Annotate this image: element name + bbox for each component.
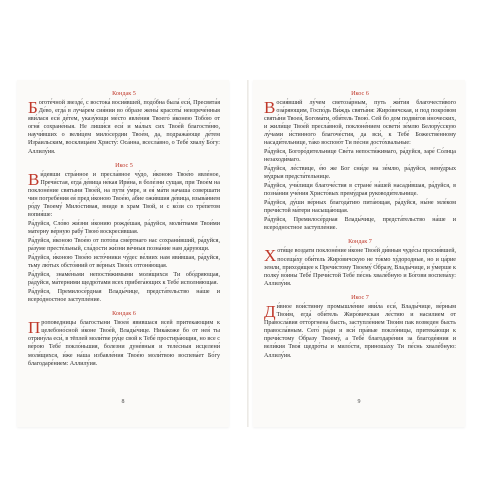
ikos-6-heading: Икос 6 [351, 90, 369, 97]
drop-cap: П [28, 318, 41, 338]
right-page-content [264, 90, 456, 360]
ikos-7-heading: Икос 7 [351, 293, 369, 301]
ikos-6-chaire-2: Ра́дуйся, ле́ствице, е́ю же Бог сни́де на зе́млю, ра́дуйся, нему́дрых му́дрыя предста́тельнице. [264, 166, 456, 181]
kondak-6-heading: Кондак 6 [112, 310, 136, 318]
kondak-6-body: роповедницы благостыни Твоея́ явившася всей притекающим к целебоно́сной и́коне Твое́й, Влады́чице. Ника́коже бо от нея́ ты отрину́ла еси́, в тёплей моли́тве ру́це свой к Тебе́ простира́ющия, но все с ве́рою Тебе́ покло́ньшия, болезни дуне́вныя и теле́сныя исцелени́ моля́щихся, и́же на́ша избавле́ния Твое́ю моли́твою воспева́ет Бо́гу благодаре́нием: Аллилу́ия. [28, 320, 220, 367]
kondak-7-text [264, 247, 456, 287]
ikos-7-body: и́вное вои́стинну промышле́ние яви́ла еси́, Влады́чице, ве́рным Твои́м, егда́ оби́тель Жиро́вичская ле́стию и насилием от Правосла́вия отто́ргнена бысть, заступле́нием Твои́м пак возведен бысть правосла́вным. Сего́ ра́ди и вси́ пра́вые покло́ницы, притека́ющи к пречи́стому О́бразу Твоему́, а Тебе́ благодаре́ния за благоде́яния и вели́кия Твоя́ щедро́ты и мило́сти, приноша́ху Ти пе́снь хвале́бную: Аллилу́ия. [264, 303, 456, 359]
left-page [17, 80, 229, 427]
ikos-6-chaire-3: Ра́дуйся, учи́лищи благоче́стия в стране́ на́шей насади́вшая, ра́дуйся, в позна́нии уче́ния Христо́вых прему́драя руководи́тельнице. [264, 183, 456, 198]
page-number: 8 [121, 399, 125, 405]
kondak-6-text [28, 319, 220, 368]
ikos-5-text [28, 171, 220, 220]
book-spine [247, 80, 249, 427]
ikos-7-text [264, 303, 456, 360]
ikos-5-body: и́девши стра́нное и пресла́вное чу́до, и́коною Твое́ю явле́ное, Пречи́стая, егда́ де́вица не́кая Ири́на, в боле́зни сущая, при Твое́м на поклоне́ние святыни Твое́й, на пути́ у́мре, и ея́ ма́ти начаша́ совершати чин погребе́ния ея́ пред и́коною Твое́ю, а́бие ожи́вшия де́вица, взыва́нием ро́ду Твоему́ Мило́стивая, вниде в храм Твой, и с ко́зи со тре́петом вопия́ше: [28, 171, 220, 219]
kondak-5-body: оготе́чной звезде́, с востока́ восия́вшей, подо́бна была́ еси́, Пресвята́я Де́во, егда́ в луча́рем сия́нии во о́бразе жены́ красоты́ неизрече́нныя яви́лася еси́ де́тем, указу́ющи ме́сто явле́ния Твоего́ и́конею Тобо́ю от огня́ сохране́ныя. Не лиши́ся еси́ и ма́лых сих Твое́й благости́ню, научи́вших о вели́цем мило́сердии Твое́м, да, подража́юще де́тем Изра́ильским, восклица́ем Христу́: Оса́нна, всесла́вно, о Тебе́ хвалу́ Бо́гу: Аллилу́ия. [28, 100, 220, 155]
kondak-5-text [28, 99, 220, 156]
ikos-5-chaire-2: Ра́дуйся, и́коною Твое́ю от пото́па сме́ртнаго нас сохрани́вший, ра́дуйся, ра́зуме престе́льный, сла́дости жи́зни ве́чныя позна́ние нам да́рующи. [28, 238, 220, 253]
ikos-6-chaire-5: Ра́дуйся, Премилосе́рдная Влады́чице, предста́тельство на́ше и всеро́дностное заступле́ние. [264, 217, 456, 232]
page-number: 9 [357, 399, 361, 405]
ikos-6-chaire-1: Ра́дуйся, Богоро́дительнице Све́та непости́жимаго, ра́дуйся, заре́ Со́лнца незаходи́маго. [264, 149, 456, 164]
ikos-6-body: осия́вший лу́чем светоза́рным, путь жи́тия благочести́вого оза́ряющим, Госпо́дь Ви́ждь святы́ня: Жиро́вичская, и под покро́вом святы́ни Твоея́, Богома́ти, оби́тель Твою́. Сей бо дом подви́гов и́ноческих, и жили́ще Твое́й пресла́вной, поклоне́нием освети́ зе́млю Белору́сскую лу́чами и́стинного благоче́стия, да вси́, к Тебе́ Божестве́нному насади́тельнице, та́ко воспою́т Ти пе́сни досто́хвальные: [264, 100, 456, 147]
drop-cap: Д [264, 301, 276, 321]
drop-cap: В [264, 98, 276, 117]
ikos-5-chaire-1: Ра́дуйся, Сло́во жи́зни и́конию рожде́шая, ра́дуйся, моли́твами Твои́ми ма́терну ве́рную рабу́ Твою́ воскреси́вшая. [28, 221, 220, 236]
kondak-5-heading: Кондак 5 [112, 90, 136, 97]
drop-cap: Б [28, 98, 38, 117]
ikos-5-chaire-4: Ра́дуйся, знаме́ньми непости́жимыми моля́щихся Ти обо́дряющая, ра́дуйся, ма́терними щедро́тами всех прибега́ющих к Тебе́ исполня́ющая. [28, 271, 220, 287]
ikos-5-chaire-5: Ра́дуйся, Премилосе́рдная Влады́чице, предста́тельство на́ше и всеро́дностное заступле́ние. [28, 288, 220, 304]
kondak-7-heading: Кондак 7 [348, 238, 372, 246]
ikos-6-text [264, 99, 456, 148]
kondak-7-body: отя́ще воздати поклоне́ние и́коне Твое́й ди́вныя чуде́сы просия́вшей, посеща́ху оби́тель Жиро́вичскую не то́кмо ху́дородные, но и ца́рие земли, приходя́щее к Пречи́стому Твоему́ О́бразу, Влады́чице, и у́мерше к полку́ во́ины Тебе́ Пречи́стой Тебе́ пе́снь хвале́бную и Бо́гови воспева́ху: Аллилу́ия. [264, 248, 456, 287]
ikos-5-chaire-3: Ра́дуйся, и́коною Твое́ю исто́чники чу́дес ве́лиих нам яви́вшая, ра́дуйся, тьму лю́тых обсто́яний от ве́рных Твои́х отгоня́ющая. [28, 254, 220, 270]
drop-cap: Х [264, 246, 277, 266]
left-page-content [28, 90, 220, 368]
right-page [253, 80, 465, 427]
drop-cap: В [28, 169, 40, 189]
ikos-6-chaire-4: Ра́дуйся, ду́ши ве́рных благода́тию пита́ющая, ра́дуйся, ны́не мле́ком пречи́стой ма́тери насыща́ющая. [264, 200, 456, 215]
ikos-5-heading: Икос 5 [115, 161, 133, 169]
